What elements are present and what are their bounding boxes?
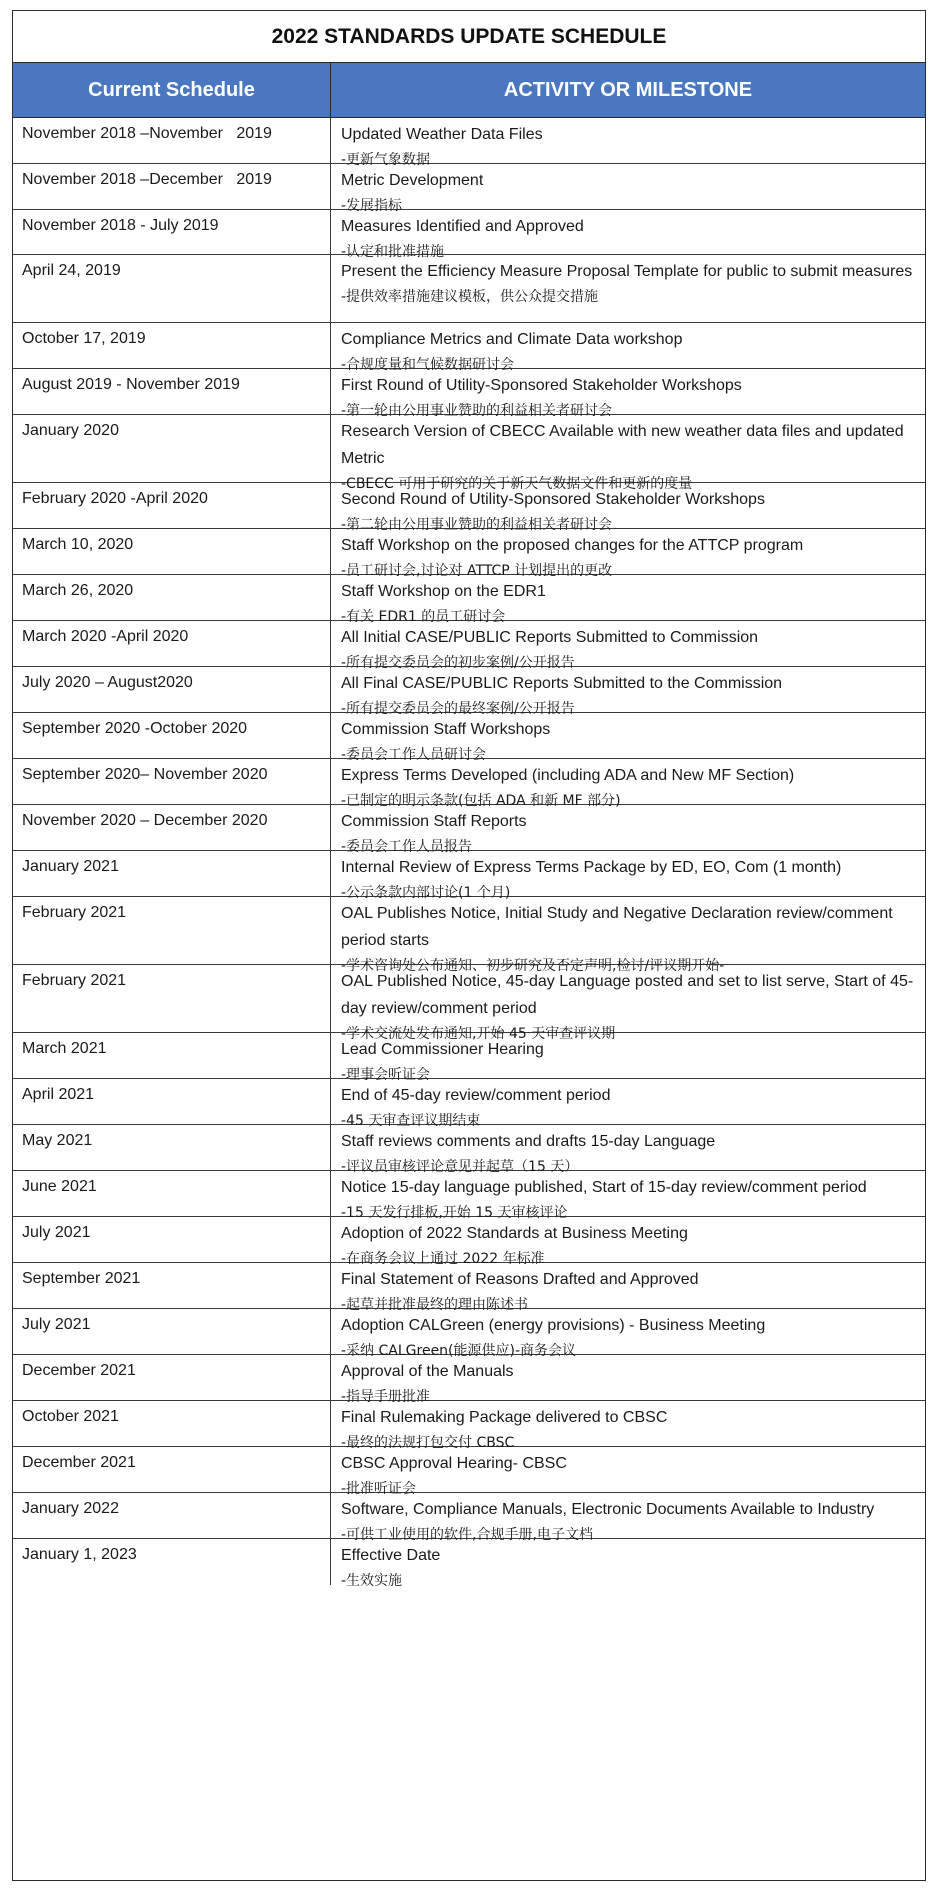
activity-chinese: -已制定的明示条款(包括 ADA 和新 MF 部分): [341, 793, 621, 809]
schedule-date-cell: November 2018 –December 2019: [13, 164, 331, 209]
activity-english: Research Version of CBECC Available with new weather data files and updated Metric: [341, 423, 904, 467]
table-row: [13, 369, 925, 419]
activity-english: Final Rulemaking Package delivered to CBSC: [341, 1409, 668, 1426]
activity-english: Notice 15-day language published, Start of 15-day review/comment period: [341, 1179, 867, 1196]
schedule-date-cell: May 2021: [13, 1125, 331, 1170]
activity-cell: [331, 1447, 925, 1497]
activity-english: End of 45-day review/comment period: [341, 1087, 611, 1104]
column-header-activity: ACTIVITY OR MILESTONE: [503, 78, 753, 101]
schedule-date-cell: October 17, 2019: [13, 323, 331, 368]
activity-chinese: -指导手册批准: [341, 1389, 431, 1405]
activity-cell: [331, 1355, 925, 1405]
activity-chinese: -评议员审核评论意见并起草（15 天）: [341, 1159, 579, 1175]
schedule-date-cell: December 2021: [13, 1355, 331, 1400]
table-row: [13, 897, 925, 974]
activity-english: Express Terms Developed (including ADA and New MF Section): [341, 767, 795, 784]
activity-cell: [331, 118, 925, 168]
schedule-date-cell: August 2019 - November 2019: [13, 369, 331, 414]
activity-chinese: -最终的法规打包交付 CBSC: [341, 1435, 515, 1451]
table-row: [13, 575, 925, 625]
activity-cell: [331, 713, 925, 763]
activity-chinese: -更新气象数据: [341, 152, 431, 168]
activity-chinese: -委员会工作人员研讨会: [341, 747, 487, 763]
activity-english: Commission Staff Workshops: [341, 721, 551, 738]
schedule-date-cell: January 1, 2023: [13, 1539, 331, 1585]
activity-cell: [331, 1401, 925, 1451]
activity-chinese: -理事会听证会: [341, 1067, 431, 1083]
activity-cell: [331, 759, 925, 809]
activity-chinese: -所有提交委员会的最终案例/公开报告: [341, 701, 575, 717]
schedule-date-cell: November 2018 - July 2019: [13, 210, 331, 254]
schedule-date-cell: June 2021: [13, 1171, 331, 1216]
table-row: [13, 415, 925, 492]
activity-english: Second Round of Utility-Sponsored Stakeholder Workshops: [341, 491, 765, 508]
table-row: [13, 483, 925, 533]
table-row: [13, 1401, 925, 1451]
activity-english: Staff reviews comments and drafts 15-day Language: [341, 1133, 716, 1150]
table-row: [13, 1079, 925, 1129]
activity-chinese: -提供效率措施建议模板，供公众提交措施: [341, 289, 599, 305]
activity-chinese: -起草并批准最终的理由陈述书: [341, 1297, 529, 1313]
activity-chinese: -生效实施: [341, 1573, 403, 1589]
activity-cell: [331, 1217, 925, 1267]
schedule-date-cell: April 2021: [13, 1079, 331, 1124]
schedule-date-cell: July 2020 – August2020: [13, 667, 331, 712]
activity-english: Updated Weather Data Files: [341, 126, 543, 143]
schedule-date-cell: March 10, 2020: [13, 529, 331, 574]
activity-chinese: -员工研讨会,讨论对 ATTCP 计划提出的更改: [341, 563, 613, 579]
table-row: [13, 1309, 925, 1359]
table-row: [13, 1217, 925, 1267]
activity-chinese: -批准听证会: [341, 1481, 417, 1497]
activity-chinese: -第二轮由公用事业赞助的利益相关者研讨会: [341, 517, 613, 533]
table-row: [13, 621, 925, 671]
schedule-date-cell: July 2021: [13, 1309, 331, 1354]
activity-cell: [331, 483, 925, 533]
activity-cell: [331, 1079, 925, 1129]
table-row: [13, 851, 925, 901]
activity-english: OAL Publishes Notice, Initial Study and Negative Declaration review/comment period starts: [341, 905, 893, 949]
activity-cell: [331, 621, 925, 671]
schedule-date-cell: March 26, 2020: [13, 575, 331, 620]
table-row: [13, 1125, 925, 1175]
activity-chinese: -合规度量和气候数据研讨会: [341, 357, 515, 373]
schedule-date-cell: March 2020 -April 2020: [13, 621, 331, 666]
activity-cell: [331, 805, 925, 855]
activity-cell: [331, 965, 925, 1042]
table-row: [13, 1033, 925, 1083]
activity-cell: [331, 1493, 925, 1543]
activity-chinese: -所有提交委员会的初步案例/公开报告: [341, 655, 575, 671]
table-row: [13, 713, 925, 763]
column-header-schedule: Current Schedule: [13, 63, 331, 117]
table-row: [13, 805, 925, 855]
table-title: 2022 STANDARDS UPDATE SCHEDULE: [13, 11, 925, 63]
schedule-date-cell: February 2020 -April 2020: [13, 483, 331, 528]
activity-chinese: -学术咨询处公布通知、初步研究及否定声明,检讨/评议期开始-: [341, 958, 725, 974]
activity-english: All Initial CASE/PUBLIC Reports Submitted to Commission: [341, 629, 759, 646]
activity-english: Adoption CALGreen (energy provisions) - Business Meeting: [341, 1317, 766, 1334]
schedule-date-cell: February 2021: [13, 897, 331, 964]
schedule-date-cell: February 2021: [13, 965, 331, 1032]
activity-cell: [331, 210, 925, 260]
activity-chinese: -在商务会议上通过 2022 年标准: [341, 1251, 545, 1267]
activity-chinese: -公示条款内部讨论(1 个月): [341, 885, 511, 901]
activity-chinese: -采纳 CALGreen(能源供应)-商务会议: [341, 1343, 577, 1359]
activity-chinese: -可供工业使用的软件,合规手册,电子文档: [341, 1527, 593, 1543]
activity-english: Present the Efficiency Measure Proposal Template for public to submit measures: [341, 263, 913, 280]
activity-cell: [331, 1125, 925, 1175]
activity-english: Internal Review of Express Terms Package by ED, EO, Com (1 month): [341, 859, 842, 876]
table-row: [13, 323, 925, 373]
activity-cell: [331, 1539, 925, 1589]
schedule-date-cell: April 24, 2019: [13, 255, 331, 322]
activity-english: Lead Commissioner Hearing: [341, 1041, 544, 1058]
table-body: [13, 118, 925, 1589]
activity-cell: [331, 255, 925, 322]
activity-english: Final Statement of Reasons Drafted and Approved: [341, 1271, 699, 1288]
table-row: [13, 1263, 925, 1313]
activity-english: Staff Workshop on the EDR1: [341, 583, 546, 600]
activity-english: CBSC Approval Hearing- CBSC: [341, 1455, 567, 1472]
schedule-date-cell: January 2021: [13, 851, 331, 896]
schedule-date-cell: January 2022: [13, 1493, 331, 1538]
activity-chinese: -学术交流处发布通知,开始 45 天审查评议期: [341, 1026, 616, 1042]
activity-english: Adoption of 2022 Standards at Business Meeting: [341, 1225, 688, 1242]
activity-chinese: -发展指标: [341, 198, 403, 214]
table-row: [13, 210, 925, 260]
activity-cell: [331, 1033, 925, 1083]
table-row: [13, 1355, 925, 1405]
table-row: [13, 1539, 925, 1589]
activity-chinese: -委员会工作人员报告: [341, 839, 473, 855]
activity-cell: [331, 667, 925, 717]
schedule-date-cell: March 2021: [13, 1033, 331, 1078]
activity-english: Approval of the Manuals: [341, 1363, 514, 1380]
activity-chinese: -45 天审查评议期结束: [341, 1113, 481, 1129]
activity-english: Effective Date: [341, 1547, 441, 1564]
activity-english: Staff Workshop on the proposed changes for the ATTCP program: [341, 537, 804, 554]
activity-english: All Final CASE/PUBLIC Reports Submitted to the Commission: [341, 675, 783, 692]
schedule-date-cell: September 2020 -October 2020: [13, 713, 331, 758]
activity-english: Measures Identified and Approved: [341, 218, 584, 235]
schedule-date-cell: October 2021: [13, 1401, 331, 1446]
activity-cell: [331, 1171, 925, 1221]
activity-english: Compliance Metrics and Climate Data workshop: [341, 331, 683, 348]
activity-chinese: -第一轮由公用事业赞助的利益相关者研讨会: [341, 403, 613, 419]
table-row: [13, 759, 925, 809]
activity-english: OAL Published Notice, 45-day Language posted and set to list serve, Start of 45-day review/comment period: [341, 973, 914, 1017]
activity-english: Commission Staff Reports: [341, 813, 527, 830]
table-row: [13, 965, 925, 1042]
table-row: [13, 667, 925, 717]
activity-chinese: -15 天发行排板,开始 15 天审核评论: [341, 1205, 568, 1221]
schedule-date-cell: July 2021: [13, 1217, 331, 1262]
activity-cell: [331, 1263, 925, 1313]
activity-cell: [331, 369, 925, 419]
activity-cell: [331, 323, 925, 373]
activity-chinese: -CBECC 可用于研究的关于新天气数据文件和更新的度量: [341, 476, 693, 492]
schedule-date-cell: November 2020 – December 2020: [13, 805, 331, 850]
activity-english: Metric Development: [341, 172, 484, 189]
activity-chinese: -有关 EDR1 的员工研讨会: [341, 609, 506, 625]
table-header: [13, 63, 925, 118]
schedule-date-cell: January 2020: [13, 415, 331, 482]
table-row: [13, 1171, 925, 1221]
table-row: [13, 118, 925, 168]
schedule-table: [12, 10, 926, 1881]
activity-cell: [331, 529, 925, 579]
activity-english: Software, Compliance Manuals, Electronic Documents Available to Industry: [341, 1501, 875, 1518]
activity-english: First Round of Utility-Sponsored Stakeholder Workshops: [341, 377, 742, 394]
activity-cell: [331, 897, 925, 974]
schedule-date-cell: September 2020– November 2020: [13, 759, 331, 804]
activity-chinese: -认定和批准措施: [341, 244, 445, 260]
table-row: [13, 255, 925, 323]
table-row: [13, 1447, 925, 1497]
activity-cell: [331, 164, 925, 214]
activity-cell: [331, 415, 925, 492]
table-row: [13, 529, 925, 579]
activity-cell: [331, 575, 925, 625]
activity-cell: [331, 851, 925, 901]
table-row: [13, 1493, 925, 1543]
table-row: [13, 164, 925, 214]
schedule-date-cell: November 2018 –November 2019: [13, 118, 331, 163]
schedule-date-cell: September 2021: [13, 1263, 331, 1308]
schedule-date-cell: December 2021: [13, 1447, 331, 1492]
activity-cell: [331, 1309, 925, 1359]
